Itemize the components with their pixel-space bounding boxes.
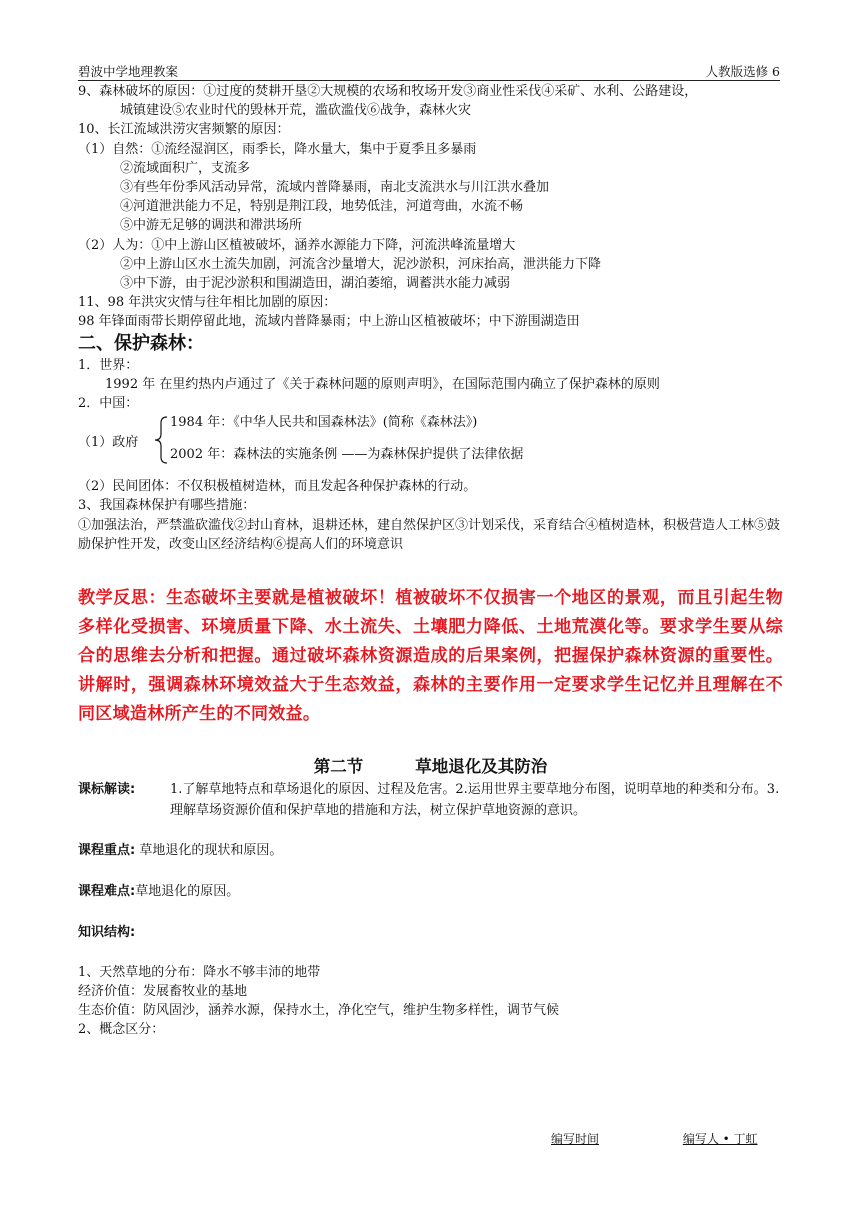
teaching-reflection: 教学反思：生态破坏主要就是植被破坏！植被破坏不仅损害一个地区的景观，而且引起生物多样化受损害、环境质量下降、水土流失、土壤肥力降低、土地荒漠化等。要求学生要从综合的思维去分析和把握。通过破坏森林资源造成的后果案例，把握保护森林资源的重要性。讲解时，强调森林环境效益大于生态效益，森林的主要作用一定要求学生记忆并且理解在不同区域造林所产生的不同效益。 xyxy=(78,588,783,725)
curriculum-standard xyxy=(78,779,783,821)
ecological-value: 生态价值：防风固沙，涵养水源，保持水土，净化空气，维护生物多样性，调节气候 xyxy=(78,1003,560,1019)
section-title xyxy=(78,755,783,779)
brace-icon xyxy=(152,415,170,465)
human-cause-1: （2）人为：①中上游山区植被破坏，涵养水源能力下降，河流洪峰流量增大 xyxy=(78,237,516,253)
concept-distinction: 2、概念区分： xyxy=(78,1022,165,1038)
footer-author-label: 编写人 • 丁虹 xyxy=(682,1132,758,1146)
difficult-points-label: 课程难点: xyxy=(78,884,136,900)
natural-cause-3: ③有些年份季风活动异常，流域内普降暴雨，南北支流洪水与川江洪水叠加 xyxy=(120,180,550,196)
natural-cause-5: ⑤中游无足够的调洪和滞洪场所 xyxy=(120,218,303,234)
ngo-line: （2）民间团体：不仅积极植树造林，而且发起各种保护森林的行动。 xyxy=(78,479,477,495)
natural-cause-1: （1）自然：①流经湿润区，雨季长，降水量大，集中于夏季且多暴雨 xyxy=(78,141,477,157)
grassland-distribution: 1、天然草地的分布：降水不够丰沛的地带 xyxy=(78,964,321,980)
measures-text: ①加强法治，严禁滥砍滥伐②封山育林，退耕还林，建自然保护区③计划采伐，采育结合④植树造林，积极营造人工林⑤鼓励保护性开发，改变山区经济结构⑥提高人们的环境意识 xyxy=(78,517,781,552)
heading-protect-forest: 二、保护森林： xyxy=(78,332,204,354)
textbook-edition: 人教版选修 6 xyxy=(705,64,780,79)
measures-title: 3、我国森林保护有哪些措施： xyxy=(78,498,256,514)
knowledge-structure-label: 知识结构: xyxy=(78,925,136,941)
human-cause-2: ②中上游山区水土流失加剧，河流含沙量增大，泥沙淤积，河床抬高，泄洪能力下降 xyxy=(120,256,602,272)
item-9-line-2: 城镇建设⑤农业时代的毁林开荒，滥砍滥伐⑥战争，森林火灾 xyxy=(120,103,472,119)
curriculum-standard-label: 课标解读: xyxy=(78,782,136,798)
curriculum-standard-text: 1.了解草地特点和草场退化的原因、过程及危害。2.运用世界主要草地分布图，说明草地的种类和分布。3.理解草场资源价值和保护草地的措施和方法，树立保护草地资源的意识。 xyxy=(170,782,780,819)
forest-law-1984: 1984 年：《中华人民共和国森林法》(简称《森林法》) xyxy=(170,415,478,431)
key-points-text: 草地退化的现状和原因。 xyxy=(135,843,283,859)
world-declaration: 1992 年 在里约热内卢通过了《关于森林问题的原则声明》，在国际范围内确立了保护森林的原则 xyxy=(105,376,660,392)
difficult-points-text: 草地退化的原因。 xyxy=(135,884,240,900)
economic-value: 经济价值：发展畜牧业的基地 xyxy=(78,983,248,999)
government-block xyxy=(78,413,783,471)
world-label: 1．世界： xyxy=(78,357,139,373)
footer-time-label: 编写时间 xyxy=(551,1132,600,1146)
item-11-answer: 98 年锋面雨带长期停留此地，流域内普降暴雨；中上游山区植被破坏；中下游围湖造田 xyxy=(78,314,580,330)
natural-cause-4: ④河道泄洪能力不足，特别是荆江段，地势低洼，河道弯曲，水流不畅 xyxy=(120,199,524,215)
document-body xyxy=(78,82,783,1039)
difficult-points xyxy=(78,882,783,901)
school-name: 碧波中学地理教案 xyxy=(78,64,179,79)
item-11: 11、98 年洪灾灾情与往年相比加剧的原因： xyxy=(78,295,337,311)
item-9-line-1: 9、森林破坏的原因：①过度的焚耕开垦②大规模的农场和牧场开发③商业性采伐④采矿、水利、公路建设， xyxy=(78,84,698,99)
key-points-label: 课程重点: xyxy=(78,843,136,859)
china-label: 2．中国： xyxy=(78,396,139,412)
page-footer xyxy=(551,1130,758,1147)
natural-cause-2: ②流域面积广，支流多 xyxy=(120,160,251,176)
government-label: （1）政府 xyxy=(78,435,139,451)
section-name: 草地退化及其防治 xyxy=(415,757,548,777)
forest-law-2002: 2002 年：森林法的实施条例 ——为森林保护提供了法律依据 xyxy=(170,447,524,463)
item-10: 10、长江流域洪涝灾害频繁的原因： xyxy=(78,122,290,138)
human-cause-3: ③中下游，由于泥沙淤积和围湖造田，湖泊萎缩，调蓄洪水能力减弱 xyxy=(120,276,511,292)
section-number: 第二节 xyxy=(313,757,364,777)
page-header xyxy=(78,62,780,81)
key-points xyxy=(78,841,783,860)
